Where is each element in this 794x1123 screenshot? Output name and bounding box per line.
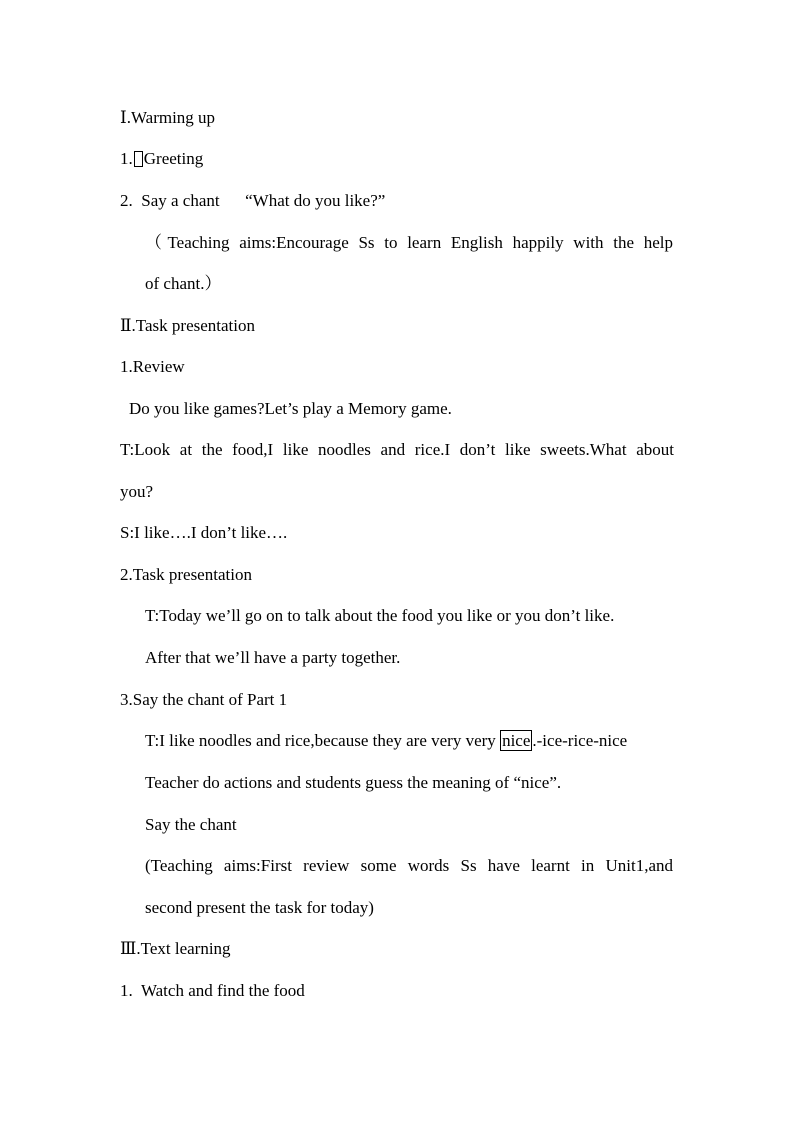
list-item-watch: 1. Watch and find the food — [120, 981, 305, 1000]
missing-glyph-box-icon — [134, 151, 143, 167]
list-item-chant: 2. Say a chant “What do you like?” — [120, 191, 386, 210]
teaching-aims-2-line-1: (Teaching aims:First review some words Ss have learnt in Unit1,and — [145, 856, 673, 875]
review-title: 1.Review — [120, 357, 185, 376]
teaching-aims-line-1: （Teaching aims:Encourage Ss to learn English happily with the help — [145, 233, 673, 252]
section-heading-text-learning: Ⅲ.Text learning — [120, 939, 231, 958]
chant-part-title: 3.Say the chant of Part 1 — [120, 690, 288, 709]
actions-line: Teacher do actions and students guess the meaning of “nice”. — [145, 773, 562, 792]
task-presentation-title: 2.Task presentation — [120, 565, 252, 584]
teacher-line-2: you? — [120, 482, 154, 501]
teaching-aims-2-line-2: second present the task for today) — [145, 898, 374, 917]
boxed-word-nice: nice — [502, 731, 531, 750]
chant-text-before: T:I like noodles and rice,because they are very very — [145, 731, 501, 750]
list-item-greeting — [120, 149, 203, 169]
section-heading-task-presentation: Ⅱ.Task presentation — [120, 316, 255, 335]
task-line-1: T:Today we’ll go on to talk about the food you like or you don’t like. — [145, 606, 615, 625]
teaching-aims-line-2: of chant.） — [145, 274, 222, 293]
task-line-2: After that we’ll have a party together. — [145, 648, 401, 667]
list-number: 1. — [120, 149, 133, 168]
review-question: Do you like games?Let’s play a Memory game. — [129, 399, 452, 418]
say-chant-line: Say the chant — [145, 815, 237, 834]
greeting-label: Greeting — [143, 149, 204, 168]
teacher-line-1: T:Look at the food,I like noodles and rice.I don’t like sweets.What about — [120, 440, 674, 459]
chant-text-after: .-ice-rice-nice — [532, 731, 628, 750]
section-heading-warming-up: Ⅰ.Warming up — [120, 108, 216, 127]
chant-teacher-line — [145, 731, 627, 751]
student-line: S:I like….I don’t like…. — [120, 523, 288, 542]
